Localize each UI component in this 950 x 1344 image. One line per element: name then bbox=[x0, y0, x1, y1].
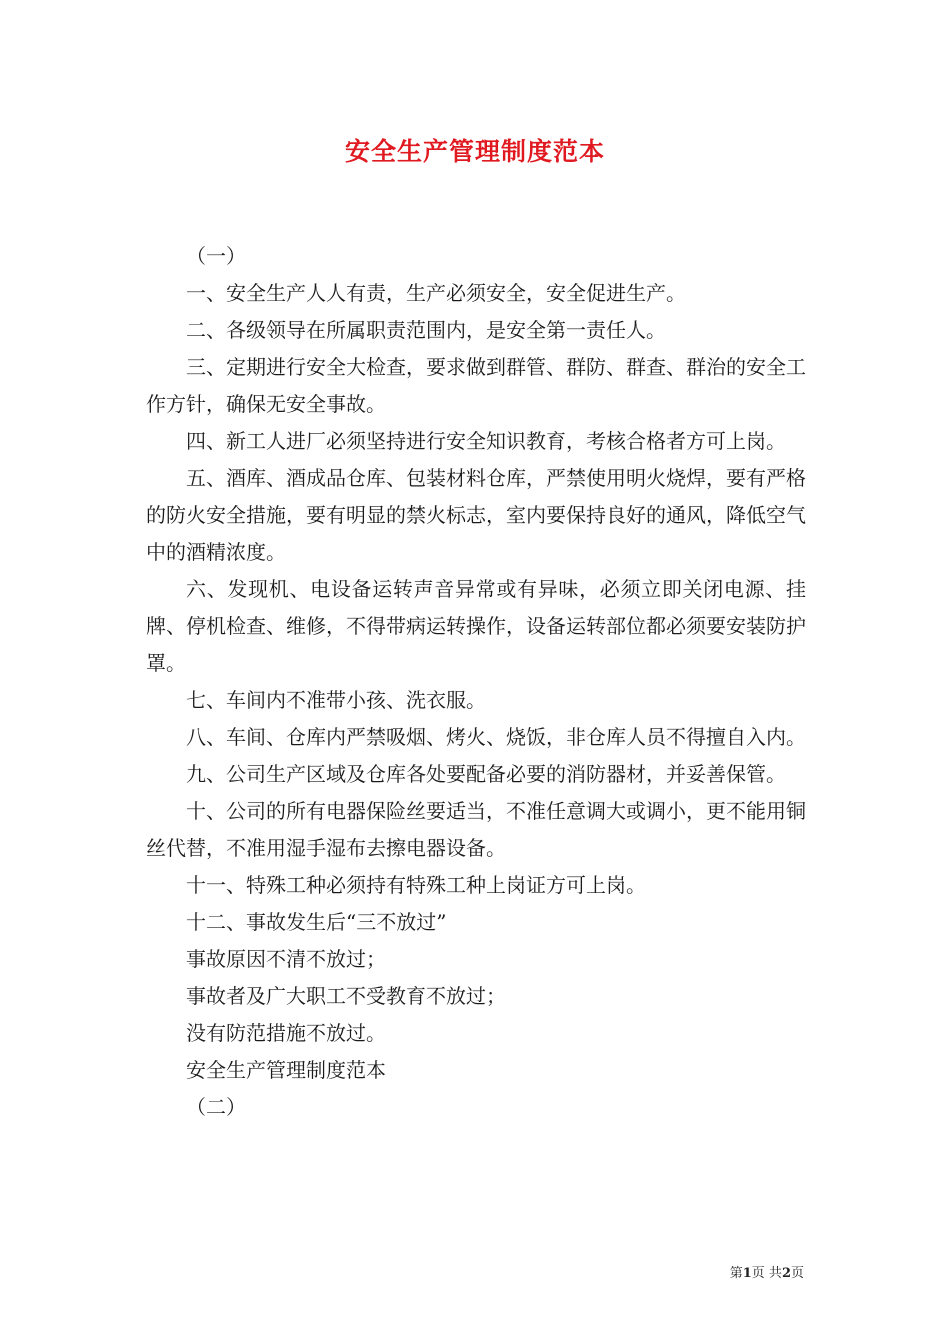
paragraph-rule-3: 没有防范措施不放过。 bbox=[186, 1021, 386, 1045]
footer-total-pages: 2 bbox=[781, 1266, 791, 1281]
paragraph-item-9: 九、公司生产区域及仓库各处要配备必要的消防器材，并妥善保管。 bbox=[186, 762, 786, 786]
paragraph-rule-2: 事故者及广大职工不受教育不放过； bbox=[186, 984, 506, 1008]
paragraph-item-6: 六、发现机、电设备运转声音异常或有异味，必须立即关闭电源、挂牌、停机检查、维修，不得带病运转操作，设备运转部位都必须要安装防护罩。 bbox=[146, 577, 806, 675]
paragraph-item-3: 三、定期进行安全大检查，要求做到群管、群防、群查、群治的安全工作方针，确保无安全事故。 bbox=[146, 355, 806, 416]
paragraph-subtitle: 安全生产管理制度范本 bbox=[186, 1058, 386, 1082]
paragraph-item-11: 十一、特殊工种必须持有特殊工种上岗证方可上岗。 bbox=[186, 873, 646, 897]
paragraph-rule-1: 事故原因不清不放过； bbox=[186, 947, 386, 971]
paragraph-item-4: 四、新工人进厂必须坚持进行安全知识教育，考核合格者方可上岗。 bbox=[186, 429, 786, 453]
document-title: 安全生产管理制度范本 bbox=[344, 137, 605, 166]
paragraph-item-8: 八、车间、仓库内严禁吸烟、烤火、烧饭，非仓库人员不得擅自入内。 bbox=[186, 725, 806, 749]
paragraph-item-1: 一、安全生产人人有责，生产必须安全，安全促进生产。 bbox=[186, 281, 686, 305]
footer-prefix: 第 bbox=[729, 1266, 743, 1281]
paragraph-item-2: 二、各级领导在所属职责范围内，是安全第一责任人。 bbox=[186, 318, 666, 342]
paragraph-item-10: 十、公司的所有电器保险丝要适当，不准任意调大或调小，更不能用铜丝代替，不准用湿手湿布去擦电器设备。 bbox=[146, 799, 806, 860]
footer-current-page: 1 bbox=[742, 1266, 752, 1281]
paragraph-item-12: 十二、事故发生后“三不放过” bbox=[186, 910, 447, 934]
paragraph-section-1: （一） bbox=[186, 244, 246, 268]
page-footer bbox=[730, 1262, 804, 1281]
footer-middle: 页 共 bbox=[751, 1266, 782, 1281]
document-body bbox=[146, 238, 806, 1126]
paragraph-item-7: 七、车间内不准带小孩、洗衣服。 bbox=[186, 688, 486, 712]
paragraph-item-5: 五、酒库、酒成品仓库、包装材料仓库，严禁使用明火烧焊，要有严格的防火安全措施，要有明显的禁火标志，室内要保持良好的通风，降低空气中的酒精浓度。 bbox=[146, 466, 806, 564]
paragraph-section-2: （二） bbox=[186, 1095, 246, 1119]
footer-suffix: 页 bbox=[790, 1266, 804, 1281]
